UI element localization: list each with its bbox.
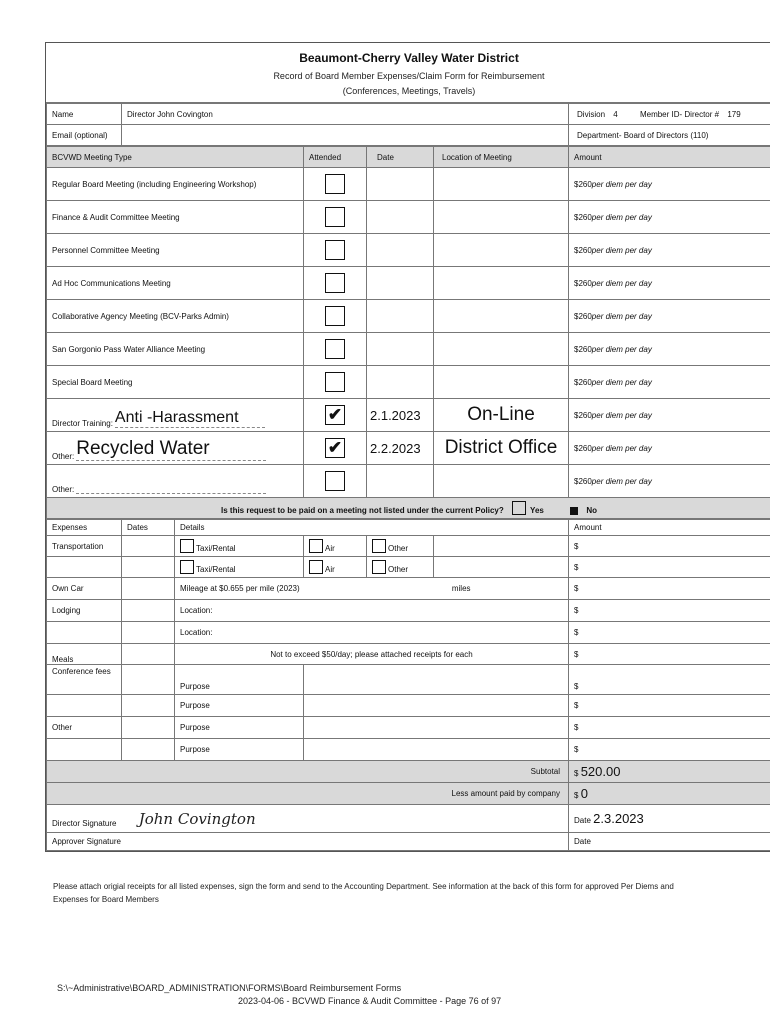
other-purpose-field-2[interactable]	[304, 739, 569, 761]
meeting-date[interactable]	[367, 300, 434, 333]
name-label: Name	[47, 104, 122, 125]
email-label: Email (optional)	[47, 125, 122, 146]
reimbursement-form	[45, 42, 770, 852]
amount-value: $260	[574, 179, 592, 189]
attended-cell	[304, 432, 367, 465]
air-checkbox[interactable]	[309, 539, 323, 553]
division-member-cell	[569, 104, 770, 125]
attended-checkbox[interactable]	[325, 174, 345, 194]
attended-cell	[304, 168, 367, 201]
mileage-label: Mileage at $0.655 per mile (2023)	[180, 584, 300, 593]
amount-value: $260	[574, 344, 592, 354]
approver-date-cell[interactable]	[569, 833, 770, 851]
member-id-value[interactable]: 179	[727, 109, 741, 119]
meeting-location[interactable]	[434, 465, 569, 498]
meeting-amount	[569, 465, 770, 498]
meeting-type: Regular Board Meeting (including Engineering Workshop)	[47, 168, 304, 201]
taxi-checkbox[interactable]	[180, 539, 194, 553]
form-subtitle-2: (Conferences, Meetings, Travels)	[342, 86, 476, 96]
meeting-amount	[569, 333, 770, 366]
email-field[interactable]	[122, 125, 569, 146]
meeting-row	[47, 201, 770, 234]
file-path: S:\~Administrative\BOARD_ADMINISTRATION\FORMS\Board Reimbursement Forms	[57, 983, 402, 993]
meeting-row	[47, 267, 770, 300]
transportation-amount-1[interactable]: $	[569, 536, 770, 557]
attended-checkbox[interactable]	[325, 207, 345, 227]
conference-purpose-field-2[interactable]	[304, 695, 569, 717]
own-car-dates[interactable]	[122, 578, 175, 600]
meeting-row	[47, 300, 770, 333]
attended-cell	[304, 366, 367, 399]
conference-purpose-2: Purpose	[175, 695, 304, 717]
conference-spacer	[47, 695, 122, 717]
meeting-location[interactable]	[434, 234, 569, 267]
division-value[interactable]: 4	[613, 109, 618, 119]
other-dates-2[interactable]	[122, 739, 175, 761]
lodging-amount-2[interactable]: $	[569, 622, 770, 644]
dates-header: Dates	[122, 520, 175, 536]
conference-dates-2[interactable]	[122, 695, 175, 717]
policy-no-label: No	[586, 506, 597, 515]
expenses-table	[46, 519, 770, 851]
meeting-type-handwritten[interactable]: Anti -Harassment	[115, 409, 265, 428]
director-date-value[interactable]: 2.3.2023	[593, 811, 644, 826]
name-value[interactable]: Director John Covington	[122, 104, 569, 125]
director-signature-label: Director Signature	[52, 818, 117, 828]
meeting-amount	[569, 168, 770, 201]
attended-cell	[304, 300, 367, 333]
attended-cell	[304, 465, 367, 498]
details-header: Details	[175, 520, 569, 536]
air-label: Air	[325, 565, 335, 574]
mileage-cell[interactable]	[175, 578, 569, 600]
own-car-label: Own Car	[47, 578, 122, 600]
conference-purpose-1: Purpose	[175, 665, 304, 695]
amount-value: $260	[574, 311, 592, 321]
meeting-location[interactable]: On-Line	[434, 399, 569, 432]
meeting-amount	[569, 234, 770, 267]
meeting-type: Personnel Committee Meeting	[47, 234, 304, 267]
approver-date-label: Date	[574, 837, 591, 846]
meeting-date[interactable]	[367, 333, 434, 366]
date-header: Date	[367, 147, 434, 168]
amount-value: $260	[574, 443, 592, 453]
air-label: Air	[325, 544, 335, 553]
meeting-location[interactable]	[434, 300, 569, 333]
member-id-label: Member ID- Director #	[639, 109, 720, 119]
lodging-dates-1[interactable]	[122, 600, 175, 622]
meeting-type: Finance & Audit Committee Meeting	[47, 201, 304, 234]
meeting-location[interactable]	[434, 333, 569, 366]
policy-yes-checkbox[interactable]	[512, 501, 526, 515]
meeting-type: San Gorgonio Pass Water Alliance Meeting	[47, 333, 304, 366]
amount-header: Amount	[569, 147, 770, 168]
meeting-amount	[569, 201, 770, 234]
policy-row	[47, 498, 770, 519]
meeting-date[interactable]	[367, 366, 434, 399]
own-car-amount[interactable]: $	[569, 578, 770, 600]
policy-yes-label: Yes	[530, 506, 544, 515]
subtotal-cell[interactable]: $ 520.00	[569, 761, 770, 783]
meals-label: Meals	[47, 644, 122, 665]
lodging-location-1[interactable]: Location:	[175, 600, 569, 622]
meeting-amount	[569, 432, 770, 465]
meeting-type: Special Board Meeting	[47, 366, 304, 399]
meeting-date[interactable]	[367, 168, 434, 201]
other-label: Other	[388, 544, 409, 553]
amount-value: $260	[574, 278, 592, 288]
meeting-type-handwritten[interactable]: Recycled Water	[76, 438, 266, 461]
meeting-amount	[569, 366, 770, 399]
meeting-location[interactable]: District Office	[434, 432, 569, 465]
policy-no-checkbox[interactable]	[570, 507, 578, 515]
transportation-dates-2[interactable]	[122, 557, 175, 578]
amount-per-diem: per diem per day	[591, 443, 652, 453]
attended-cell	[304, 399, 367, 432]
attended-cell	[304, 201, 367, 234]
other-amount-2[interactable]: $	[569, 739, 770, 761]
form-subtitle: Record of Board Member Expenses/Claim Form for Reimbursement	[273, 71, 545, 81]
transportation-label: Transportation	[47, 536, 122, 557]
other-dates-1[interactable]	[122, 717, 175, 739]
lodging-dates-2[interactable]	[122, 622, 175, 644]
less-paid-value[interactable]: 0	[580, 786, 588, 801]
taxi-label: Taxi/Rental	[196, 565, 236, 574]
conference-purpose-field-1[interactable]	[304, 665, 569, 695]
transportation-detail-2[interactable]	[434, 557, 569, 578]
meetings-table	[46, 146, 770, 519]
meeting-type-handwritten[interactable]	[76, 493, 266, 494]
approver-signature-cell[interactable]	[47, 833, 569, 851]
meeting-location[interactable]	[434, 168, 569, 201]
approver-signature-label: Approver Signature	[52, 837, 121, 846]
air-checkbox[interactable]	[309, 560, 323, 574]
transportation-dates-1[interactable]	[122, 536, 175, 557]
meeting-date[interactable]: 2.2.2023	[367, 432, 434, 465]
meeting-type-label: Director Training:	[52, 419, 113, 428]
attended-checkbox[interactable]	[325, 339, 345, 359]
attended-cell	[304, 234, 367, 267]
other-option-1[interactable]	[367, 536, 434, 557]
instructions-note: Please attach origial receipts for all listed expenses, sign the form and send to the Accounting Department. See information at the back of this form for approved Per Diems and Expenses for Board Members	[53, 882, 674, 904]
attended-checkbox[interactable]	[325, 240, 345, 260]
meeting-row	[47, 465, 770, 498]
conference-dates-1[interactable]	[122, 665, 175, 695]
less-paid-cell[interactable]: $ 0	[569, 783, 770, 805]
attended-header: Attended	[304, 147, 367, 168]
meeting-row	[47, 399, 770, 432]
expense-amount-header: Amount	[569, 520, 770, 536]
meals-amount[interactable]: $	[569, 644, 770, 665]
lodging-spacer	[47, 622, 122, 644]
meeting-type-header: BCVWD Meeting Type	[47, 147, 304, 168]
meeting-location[interactable]	[434, 201, 569, 234]
info-table	[46, 103, 770, 146]
meeting-row	[47, 234, 770, 267]
meeting-type	[47, 399, 304, 432]
meeting-amount	[569, 267, 770, 300]
less-paid-label: Less amount paid by company	[47, 783, 569, 805]
expenses-header: Expenses	[47, 520, 122, 536]
director-date-cell[interactable]	[569, 805, 770, 833]
air-option-1[interactable]	[304, 536, 367, 557]
page-footer: 2023-04-06 - BCVWD Finance & Audit Committee - Page 76 of 97	[238, 996, 502, 1006]
meeting-amount	[569, 300, 770, 333]
attended-cell	[304, 267, 367, 300]
meeting-date[interactable]	[367, 234, 434, 267]
meeting-date[interactable]	[367, 465, 434, 498]
conference-fees-label: Conference fees	[47, 665, 122, 695]
amount-per-diem: per diem per day	[591, 179, 652, 189]
meeting-location[interactable]	[434, 366, 569, 399]
other-purpose-2: Purpose	[175, 739, 304, 761]
taxi-label: Taxi/Rental	[196, 544, 236, 553]
miles-label: miles	[451, 584, 471, 593]
division-label: Division	[577, 109, 606, 119]
other-purpose-1: Purpose	[175, 717, 304, 739]
amount-per-diem: per diem per day	[591, 377, 652, 387]
other-option-2[interactable]	[367, 557, 434, 578]
meeting-type-label: Other:	[52, 485, 75, 494]
department-label: Department- Board of Directors (110)	[569, 125, 770, 146]
lodging-location-2[interactable]: Location:	[175, 622, 569, 644]
air-option-2[interactable]	[304, 557, 367, 578]
attended-checkbox[interactable]: ✔	[325, 438, 345, 458]
other-checkbox[interactable]	[372, 539, 386, 553]
meeting-date[interactable]	[367, 201, 434, 234]
form-title: Beaumont-Cherry Valley Water District	[299, 51, 519, 65]
attended-checkbox[interactable]	[325, 372, 345, 392]
director-signature: John Covington	[138, 809, 256, 828]
attended-checkbox[interactable]	[325, 306, 345, 326]
policy-question: Is this request to be paid on a meeting not listed under the current Policy?	[221, 506, 504, 515]
director-signature-cell[interactable]	[47, 805, 569, 833]
meeting-row	[47, 168, 770, 201]
meeting-type: Collaborative Agency Meeting (BCV-Parks Admin)	[47, 300, 304, 333]
meeting-row	[47, 432, 770, 465]
amount-per-diem: per diem per day	[591, 245, 652, 255]
meeting-row	[47, 366, 770, 399]
amount-value: $260	[574, 245, 592, 255]
attended-checkbox[interactable]: ✔	[325, 405, 345, 425]
meeting-date[interactable]: 2.1.2023	[367, 399, 434, 432]
other-expense-label: Other	[47, 717, 122, 739]
amount-per-diem: per diem per day	[591, 476, 652, 486]
amount-value: $260	[574, 476, 592, 486]
transportation-amount-2[interactable]: $	[569, 557, 770, 578]
location-header: Location of Meeting	[434, 147, 569, 168]
amount-per-diem: per diem per day	[591, 278, 652, 288]
other-purpose-field-1[interactable]	[304, 717, 569, 739]
other-checkbox[interactable]	[372, 560, 386, 574]
attended-cell	[304, 333, 367, 366]
meeting-type: Ad Hoc Communications Meeting	[47, 267, 304, 300]
meals-note: Not to exceed $50/day; please attached receipts for each	[175, 644, 569, 665]
lodging-label: Lodging	[47, 600, 122, 622]
attended-checkbox[interactable]	[325, 471, 345, 491]
amount-value: $260	[574, 212, 592, 222]
meals-dates[interactable]	[122, 644, 175, 665]
meeting-row	[47, 333, 770, 366]
amount-per-diem: per diem per day	[591, 410, 652, 420]
subtotal-value[interactable]: 520.00	[580, 764, 621, 779]
meeting-type-label: Other:	[52, 452, 75, 461]
conference-amount-1[interactable]: $	[569, 665, 770, 695]
lodging-amount-1[interactable]: $	[569, 600, 770, 622]
meeting-type	[47, 432, 304, 465]
amount-value: $260	[574, 410, 592, 420]
meeting-date[interactable]	[367, 267, 434, 300]
other-spacer	[47, 739, 122, 761]
meeting-type	[47, 465, 304, 498]
taxi-option-2[interactable]	[175, 557, 304, 578]
amount-per-diem: per diem per day	[591, 212, 652, 222]
amount-value: $260	[574, 377, 592, 387]
subtotal-label: Subtotal	[47, 761, 569, 783]
taxi-option-1[interactable]	[175, 536, 304, 557]
taxi-checkbox[interactable]	[180, 560, 194, 574]
conference-amount-2[interactable]: $	[569, 695, 770, 717]
meeting-amount	[569, 399, 770, 432]
transportation-spacer	[47, 557, 122, 578]
director-date-label: Date	[574, 816, 591, 825]
amount-per-diem: per diem per day	[591, 311, 652, 321]
other-amount-1[interactable]: $	[569, 717, 770, 739]
transportation-detail-1[interactable]	[434, 536, 569, 557]
meeting-location[interactable]	[434, 267, 569, 300]
amount-per-diem: per diem per day	[591, 344, 652, 354]
form-header	[46, 43, 770, 103]
attended-checkbox[interactable]	[325, 273, 345, 293]
other-label: Other	[388, 565, 409, 574]
